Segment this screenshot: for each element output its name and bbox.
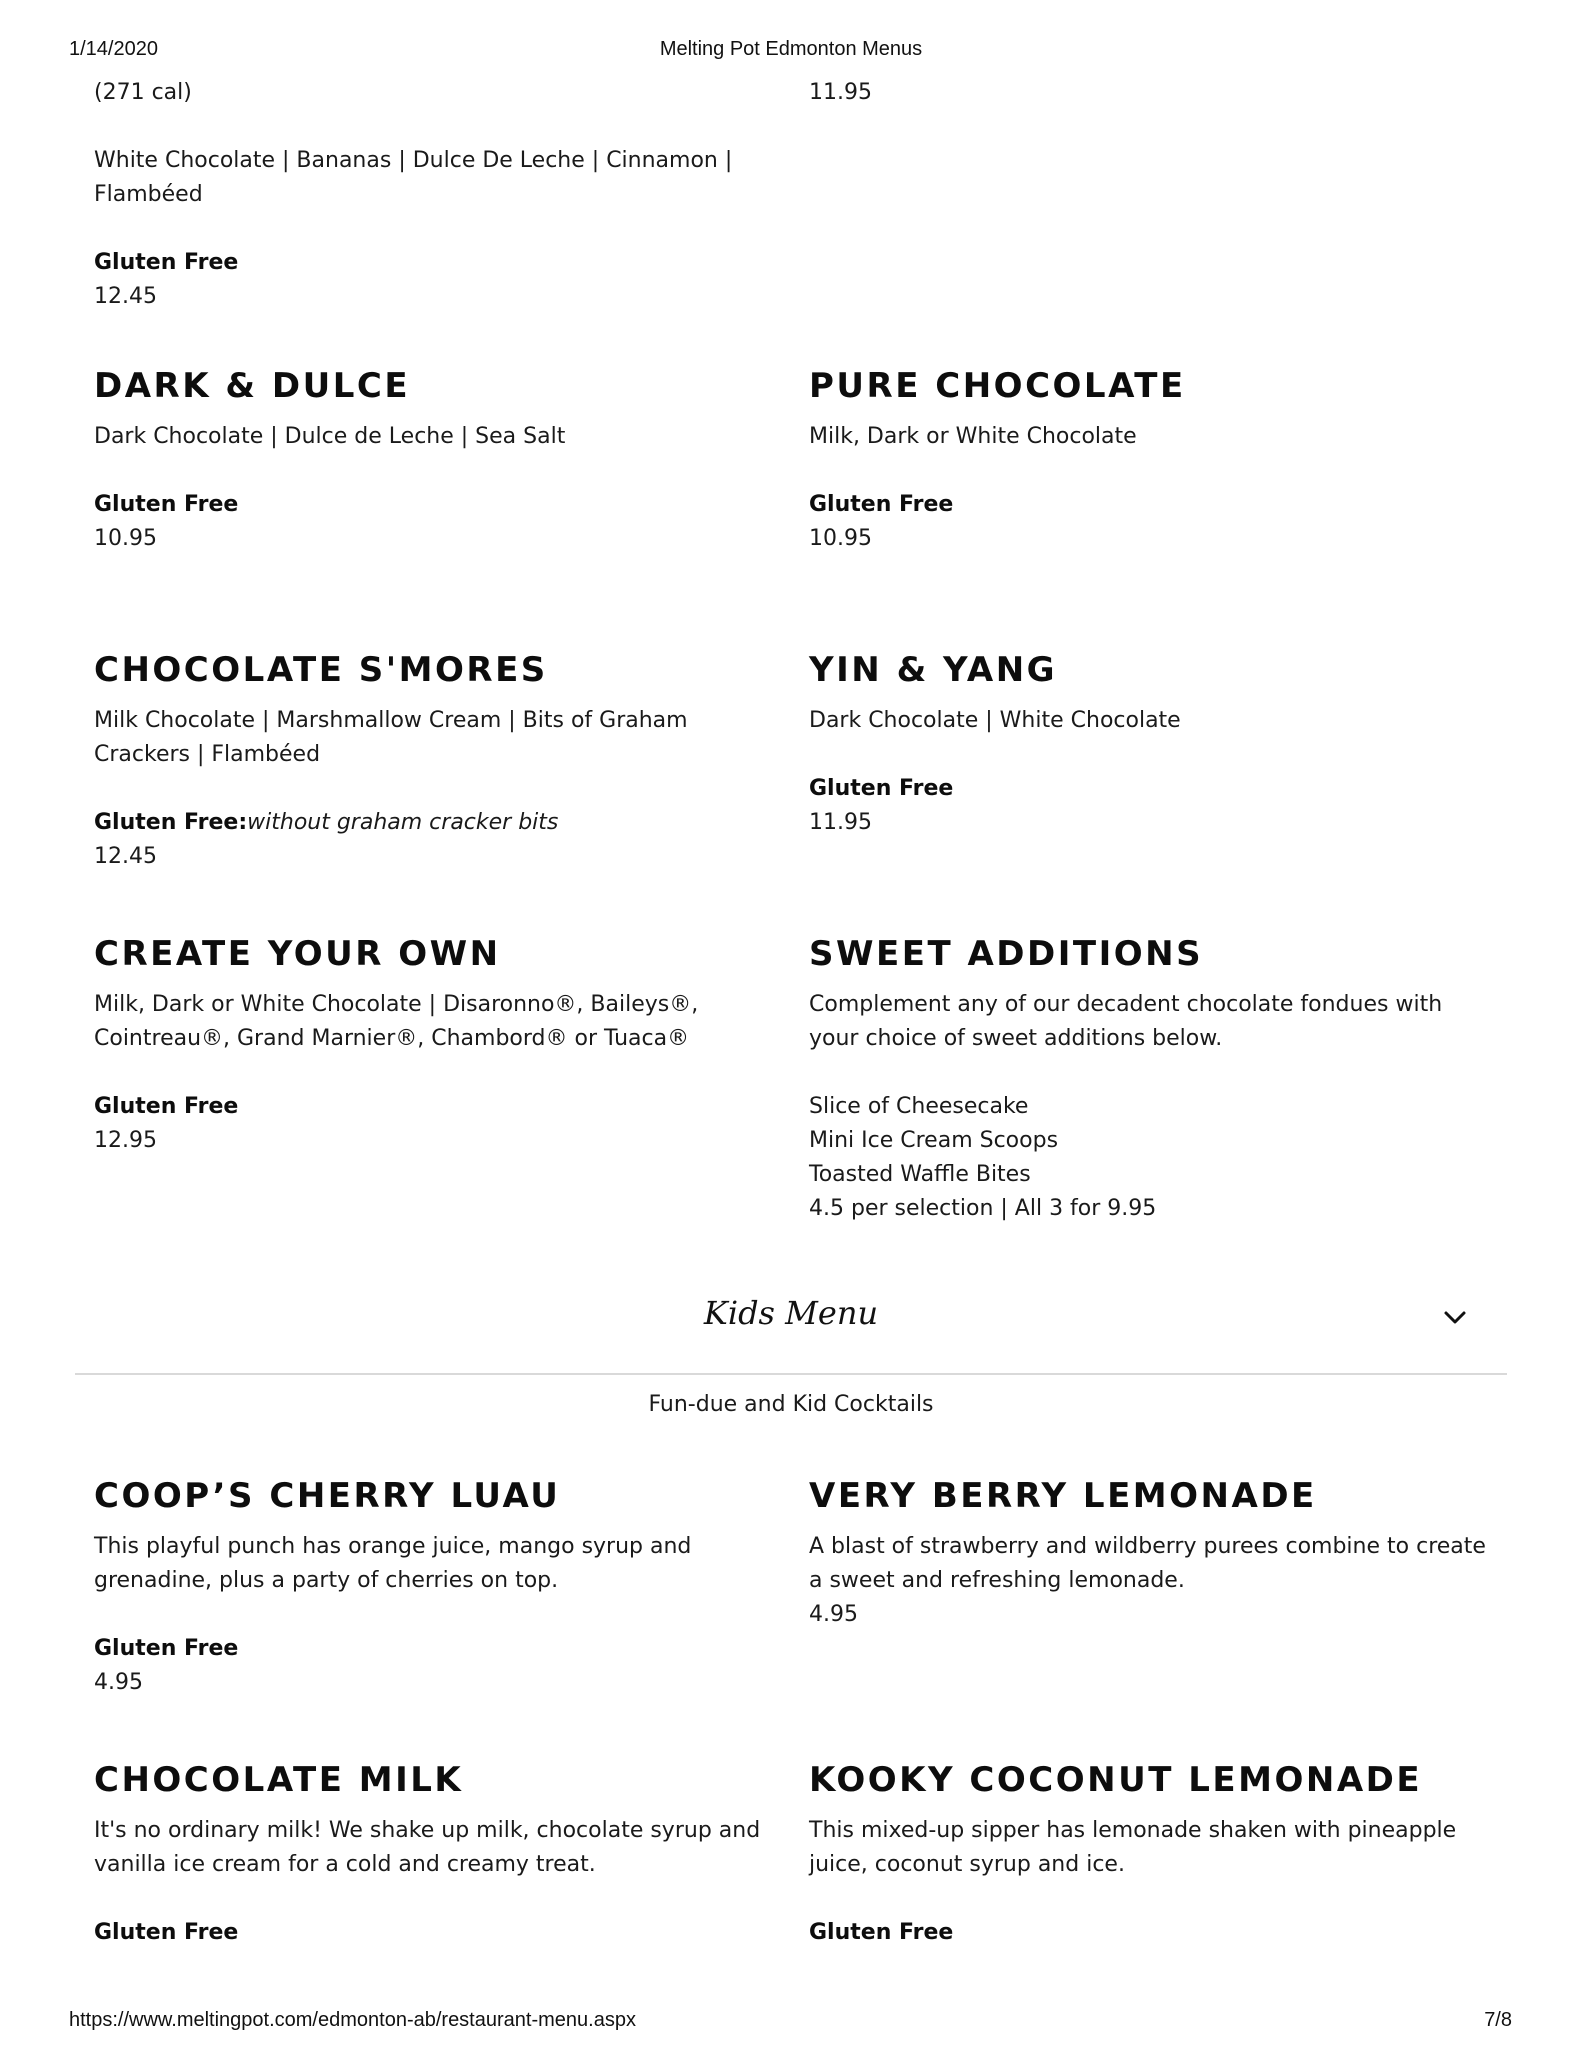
item-price: 12.45 <box>94 284 157 309</box>
gluten-free-label: Gluten Free <box>94 1920 239 1945</box>
gluten-free-label: Gluten Free <box>809 492 954 517</box>
chevron-down-icon[interactable] <box>1439 1302 1471 1334</box>
gluten-free-label: Gluten Free <box>809 776 954 801</box>
print-page-title: Melting Pot Edmonton Menus <box>659 38 923 60</box>
item-price: 10.95 <box>94 526 157 551</box>
item-description: White Chocolate | Bananas | Dulce De Leche | Cinnamon | Flambéed <box>94 148 733 207</box>
item-price: 12.45 <box>94 844 157 869</box>
item-description: Complement any of our decadent chocolate fondues with your choice of sweet additions below. <box>809 992 1443 1051</box>
item-description: It's no ordinary milk! We shake up milk, chocolate syrup and vanilla ice cream for a cold and creamy treat. <box>94 1818 761 1877</box>
item-description: This playful punch has orange juice, mango syrup and grenadine, plus a party of cherries on top. <box>94 1534 692 1593</box>
item-title: SWEET ADDITIONS <box>809 934 1204 974</box>
item-price: 4.95 <box>809 1602 858 1627</box>
kids-menu-accordion[interactable] <box>75 1276 1507 1372</box>
menu-item-chocolate-milk <box>94 1760 774 1950</box>
item-description: Milk, Dark or White Chocolate <box>809 424 1137 449</box>
gluten-free-label: Gluten Free <box>94 250 239 275</box>
item-description: Milk, Dark or White Chocolate | Disaronno®, Baileys®, Cointreau®, Grand Marnier®, Chambord® or Tuaca® <box>94 992 699 1051</box>
menu-item-pure-chocolate <box>809 366 1489 556</box>
item-price: 11.95 <box>809 810 872 835</box>
continued-item-right <box>809 76 1489 110</box>
gluten-free-label: Gluten Free <box>809 1920 954 1945</box>
menu-item-chocolate-smores <box>94 650 774 874</box>
print-footer <box>0 2009 1582 2035</box>
menu-item-yin-yang <box>809 650 1489 840</box>
item-description: A blast of strawberry and wildberry purees combine to create a sweet and refreshing lemonade. <box>809 1534 1486 1593</box>
item-title: PURE CHOCOLATE <box>809 366 1186 406</box>
addition-pricing: 4.5 per selection | All 3 for 9.95 <box>809 1196 1157 1221</box>
page-number: 7/8 <box>1484 2009 1512 2031</box>
menu-item-very-berry-lemonade <box>809 1476 1489 1632</box>
addition-option: Toasted Waffle Bites <box>809 1162 1031 1187</box>
menu-item-dark-dulce <box>94 366 774 556</box>
item-title: KOOKY COCONUT LEMONADE <box>809 1760 1423 1800</box>
print-header <box>0 38 1582 64</box>
kids-menu-subtitle: Fun-due and Kid Cocktails <box>648 1392 934 1417</box>
menu-item-kooky-coconut-lemonade <box>809 1760 1489 1950</box>
item-price: 10.95 <box>809 526 872 551</box>
gluten-free-note: without graham cracker bits <box>247 810 559 835</box>
item-title: CHOCOLATE MILK <box>94 1760 464 1800</box>
item-description: Dark Chocolate | White Chocolate <box>809 708 1181 733</box>
item-price: 11.95 <box>809 80 872 105</box>
item-title: CREATE YOUR OWN <box>94 934 501 974</box>
gluten-free-label: Gluten Free <box>94 1094 239 1119</box>
gluten-free-label: Gluten Free <box>94 492 239 517</box>
item-title: DARK & DULCE <box>94 366 411 406</box>
item-title: YIN & YANG <box>809 650 1058 690</box>
item-title: CHOCOLATE S'MORES <box>94 650 548 690</box>
addition-option: Mini Ice Cream Scoops <box>809 1128 1059 1153</box>
item-price: 4.95 <box>94 1670 143 1695</box>
item-description: Dark Chocolate | Dulce de Leche | Sea Salt <box>94 424 566 449</box>
addition-option: Slice of Cheesecake <box>809 1094 1029 1119</box>
menu-item-create-your-own <box>94 934 774 1158</box>
item-title: COOP’S CHERRY LUAU <box>94 1476 561 1516</box>
item-calories: (271 cal) <box>94 80 192 105</box>
gluten-free-prefix: Gluten Free: <box>94 810 248 835</box>
kids-menu-title: Kids Menu <box>703 1294 879 1332</box>
menu-item-sweet-additions <box>809 934 1489 1226</box>
item-price: 12.95 <box>94 1128 157 1153</box>
gluten-free-label: Gluten Free <box>94 1636 239 1661</box>
item-title: VERY BERRY LEMONADE <box>809 1476 1317 1516</box>
item-description: Milk Chocolate | Marshmallow Cream | Bits of Graham Crackers | Flambéed <box>94 708 688 767</box>
print-date: 1/14/2020 <box>69 38 158 60</box>
gluten-free-label <box>94 806 774 840</box>
continued-item-left <box>94 76 774 314</box>
page-url[interactable]: https://www.meltingpot.com/edmonton-ab/restaurant-menu.aspx <box>69 2009 636 2031</box>
section-divider <box>75 1373 1507 1375</box>
menu-item-coops-cherry-luau <box>94 1476 774 1700</box>
item-description: This mixed-up sipper has lemonade shaken with pineapple juice, coconut syrup and ice. <box>809 1818 1457 1877</box>
